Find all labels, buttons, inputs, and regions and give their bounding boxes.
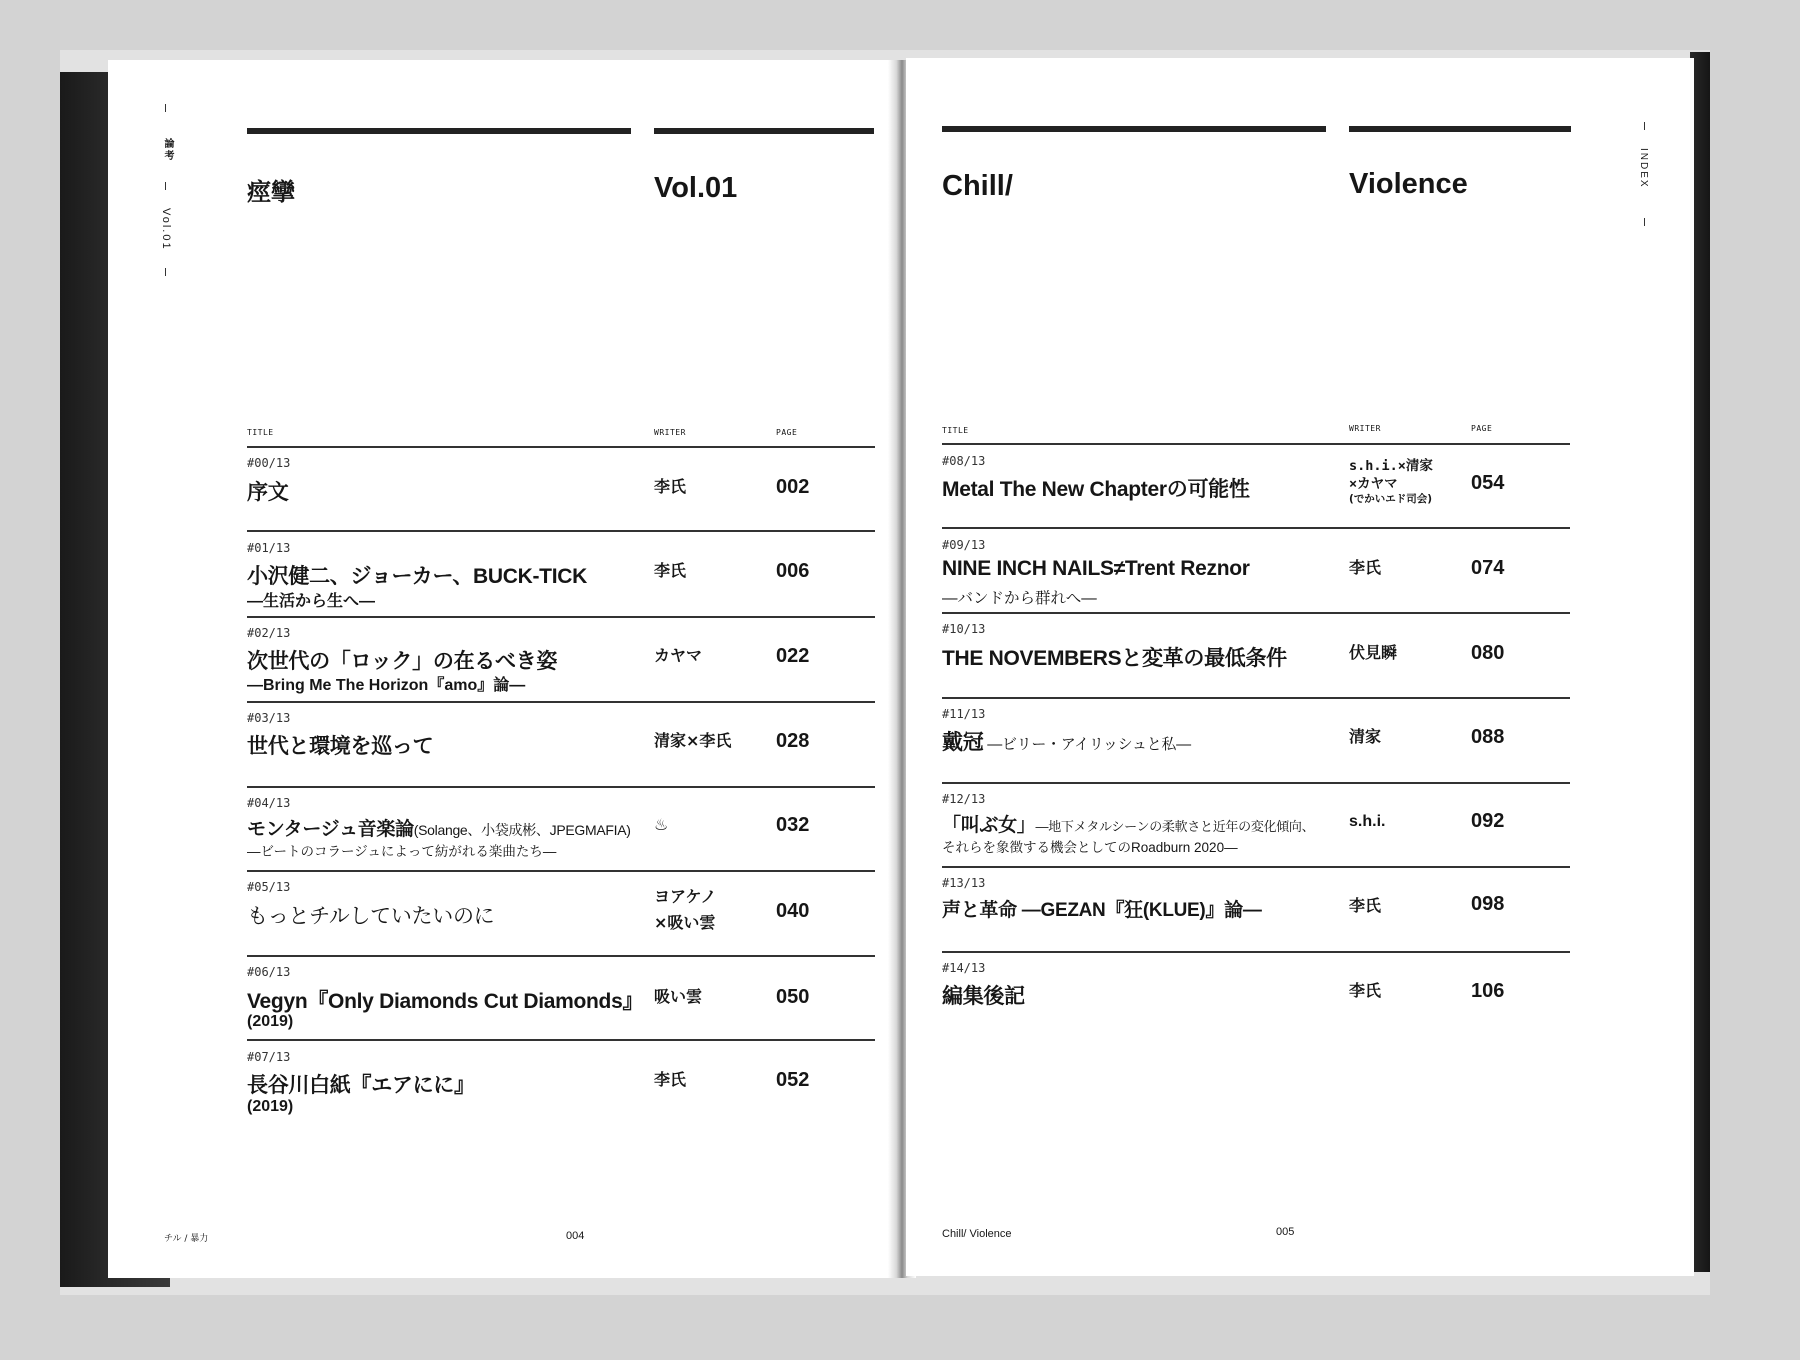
entry-title: もっとチルしていたいのに [247, 905, 495, 928]
row-divider [247, 616, 875, 618]
entry-page: 098 [1471, 893, 1505, 915]
entry-title [942, 726, 1191, 756]
entry-writer: 李氏 [1349, 981, 1382, 1000]
entry-writer: s.h.i. [1349, 813, 1386, 830]
entry-page: 050 [776, 986, 810, 1008]
entry-page: 092 [1471, 810, 1505, 832]
entry-writer-line2: ×吸い雲 [654, 913, 716, 932]
entry-title: THE NOVEMBERSと変革の最低条件 [942, 647, 1287, 670]
entry-subtitle: —Bring Me The Horizon『amo』論— [247, 677, 526, 694]
column-header-title: TITLE [942, 426, 969, 435]
entry-writer: 清家×李氏 [654, 731, 732, 750]
entry-writer: 伏見瞬 [1349, 643, 1398, 662]
column-header-title: TITLE [247, 428, 274, 437]
page-title: 痙攣 [247, 178, 295, 206]
entry-number: #03/13 [247, 711, 291, 725]
entry-title-small: —地下メタルシーンの柔軟さと近年の変化傾向、 [1035, 819, 1315, 834]
entry-subtitle: —生活から生へ— [247, 593, 376, 610]
column-header-page: PAGE [1471, 424, 1493, 433]
row-divider [942, 866, 1570, 868]
entry-title: 次世代の「ロック」の在るべき姿 [247, 650, 558, 673]
header-rule [942, 126, 1326, 132]
entry-number: #04/13 [247, 796, 291, 810]
entry-page: 088 [1471, 726, 1505, 748]
entry-title: Vegyn『Only Diamonds Cut Diamonds』 [247, 990, 644, 1013]
left-page [108, 60, 898, 1278]
row-divider [247, 870, 875, 872]
entry-writer: ♨ [654, 815, 669, 834]
row-divider [942, 612, 1570, 614]
entry-number: #00/13 [247, 456, 291, 470]
entry-number: #05/13 [247, 880, 291, 894]
entry-writer-line2: ×カヤマ [1349, 476, 1398, 492]
entry-writer: カヤマ [654, 646, 703, 665]
side-label-index: INDEX [1638, 148, 1649, 189]
entry-number: #06/13 [247, 965, 291, 979]
entry-writer-line3: (でかいエド司会) [1349, 493, 1433, 505]
entry-page: 002 [776, 476, 810, 498]
row-divider [942, 527, 1570, 529]
row-divider [247, 1039, 875, 1041]
entry-title [942, 810, 1314, 837]
entry-number: #01/13 [247, 541, 291, 555]
row-divider [942, 951, 1570, 953]
entry-page: 074 [1471, 557, 1505, 579]
entry-number: #13/13 [942, 876, 986, 890]
entry-number: #14/13 [942, 961, 986, 975]
entry-title-small: (Solange、小袋成彬、JPEGMAFIA) [413, 822, 631, 838]
header-rule [247, 128, 631, 134]
entry-title-small: —ビリー・アイリッシュと私— [983, 736, 1191, 753]
entry-writer: ヨアケノ [654, 887, 717, 906]
divider [165, 104, 166, 112]
entry-page: 028 [776, 730, 810, 752]
entry-page: 032 [776, 814, 810, 836]
entry-title: 声と革命 —GEZAN『狂(KLUE)』論— [942, 900, 1262, 921]
entry-title: NINE INCH NAILS≠Trent Reznor [942, 557, 1250, 580]
side-label-vol: Vol.01 [160, 208, 172, 251]
entry-page: 054 [1471, 472, 1505, 494]
right-page [906, 58, 1694, 1276]
page-title-2: Violence [1349, 168, 1468, 200]
entry-subtitle: —ビートのコラージュによって紡がれる楽曲たち— [247, 844, 557, 859]
entry-number: #12/13 [942, 792, 986, 806]
row-divider [247, 701, 875, 703]
entry-page: 080 [1471, 642, 1505, 664]
entry-number: #07/13 [247, 1050, 291, 1064]
row-divider [247, 446, 875, 448]
row-divider [942, 443, 1570, 445]
page-number: 004 [566, 1230, 585, 1242]
header-rule [654, 128, 874, 134]
entry-number: #09/13 [942, 538, 986, 552]
entry-number: #11/13 [942, 707, 986, 721]
divider [1644, 122, 1645, 130]
entry-subtitle: それらを象徴する機会としてのRoadburn 2020— [942, 840, 1238, 855]
row-divider [247, 955, 875, 957]
footer-title: チル / 暴力 [164, 1234, 209, 1244]
entry-writer: 李氏 [654, 1070, 687, 1089]
volume-label: Vol.01 [654, 172, 738, 204]
entry-title: 小沢健二、ジョーカー、BUCK-TICK [247, 565, 587, 588]
entry-number: #10/13 [942, 622, 986, 636]
entry-title: 世代と環境を巡って [247, 735, 434, 758]
entry-writer: 李氏 [1349, 558, 1382, 577]
entry-page: 040 [776, 900, 810, 922]
entry-page: 022 [776, 645, 810, 667]
entry-writer: 李氏 [654, 477, 687, 496]
entry-page: 006 [776, 560, 810, 582]
entry-title [247, 814, 631, 841]
entry-title: Metal The New Chapterの可能性 [942, 478, 1250, 501]
row-divider [247, 786, 875, 788]
header-rule [1349, 126, 1571, 132]
entry-page: 052 [776, 1069, 810, 1091]
side-label-category: 論考 [162, 138, 173, 162]
divider [165, 182, 166, 190]
entry-writer: s.h.i.×清家 [1349, 458, 1433, 474]
column-header-writer: WRITER [1349, 424, 1381, 433]
entry-writer: 李氏 [1349, 896, 1382, 915]
entry-subtitle: (2019) [247, 1098, 294, 1115]
entry-number: #08/13 [942, 454, 986, 468]
entry-writer: 李氏 [654, 561, 687, 580]
column-header-writer: WRITER [654, 428, 686, 437]
divider [165, 268, 166, 276]
entry-title-main: 戴冠 [942, 731, 984, 754]
entry-subtitle: —バンドから群れへ— [942, 590, 1097, 607]
entry-page: 106 [1471, 980, 1505, 1002]
row-divider [942, 782, 1570, 784]
entry-writer: 清家 [1349, 727, 1382, 746]
entry-number: #02/13 [247, 626, 291, 640]
entry-subtitle: (2019) [247, 1013, 294, 1030]
page-title: Chill/ [942, 170, 1013, 202]
entry-title: 序文 [247, 481, 289, 504]
row-divider [942, 697, 1570, 699]
entry-writer: 吸い雲 [654, 987, 703, 1006]
entry-title-main: 「叫ぶ女」 [942, 815, 1036, 836]
entry-title-main: モンタージュ音楽論 [247, 819, 414, 840]
column-header-page: PAGE [776, 428, 798, 437]
entry-title: 長谷川白紙『エアにに』 [247, 1074, 475, 1097]
footer-title: Chill/ Violence [942, 1228, 1012, 1240]
page-number: 005 [1276, 1226, 1295, 1238]
entry-title: 編集後記 [942, 985, 1025, 1008]
row-divider [247, 530, 875, 532]
divider [1644, 218, 1645, 226]
